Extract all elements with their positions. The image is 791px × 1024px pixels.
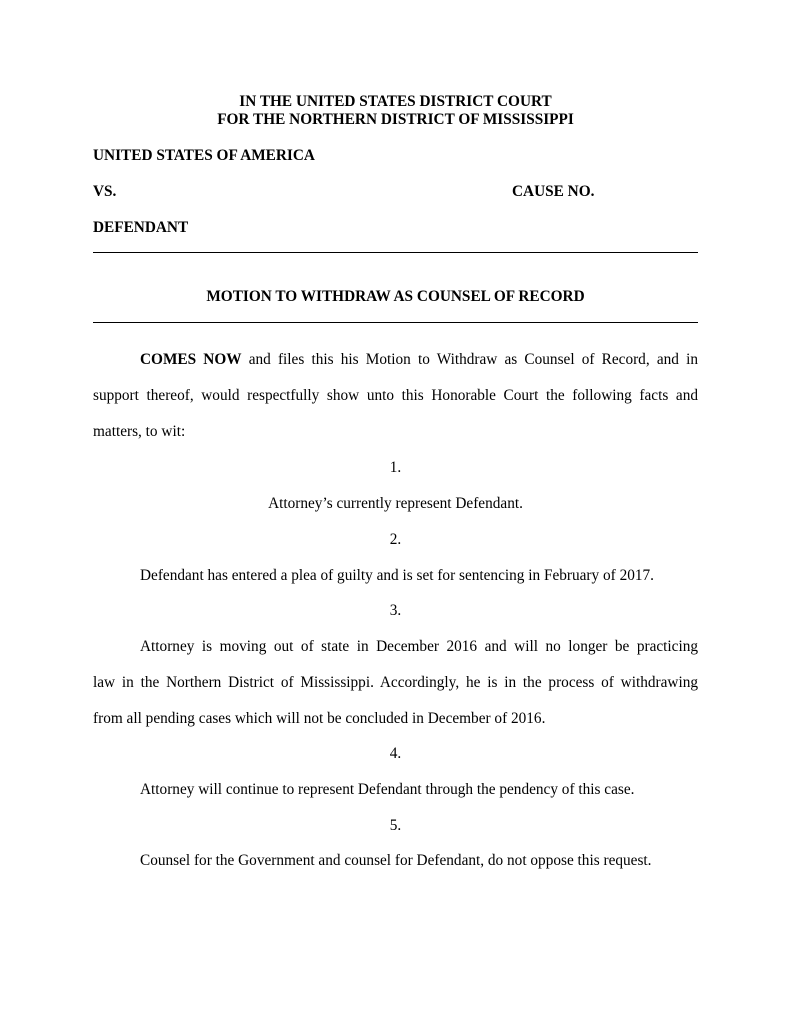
intro-line-1 — [140, 351, 698, 369]
paragraph-1-text: Attorney’s currently represent Defendant. — [268, 495, 523, 512]
paragraph-3-line-2: law in the Northern District of Mississippi. Accordingly, he is in the process of withdrawing — [93, 674, 698, 691]
paragraph-4-text: Attorney will continue to represent Defendant through the pendency of this case. — [140, 781, 635, 798]
court-name-line-1: IN THE UNITED STATES DISTRICT COURT — [239, 93, 552, 110]
paragraph-number-5: 5. — [389, 817, 402, 834]
defendant-label: DEFENDANT — [93, 219, 189, 236]
paragraph-2-text: Defendant has entered a plea of guilty and is set for sentencing in February of 2017. — [140, 567, 654, 584]
title-divider-bottom — [93, 322, 698, 323]
intro-line-1-text: and files this his Motion to Withdraw as Counsel of Record, and in — [248, 351, 698, 368]
paragraph-3-line-1: Attorney is moving out of state in December 2016 and will no longer be practicing — [140, 638, 698, 655]
motion-title: MOTION TO WITHDRAW AS COUNSEL OF RECORD — [206, 288, 585, 305]
intro-lead: COMES NOW — [140, 351, 242, 368]
paragraph-number-2: 2. — [389, 531, 402, 548]
court-name-line-2: FOR THE NORTHERN DISTRICT OF MISSISSIPPI — [217, 111, 574, 128]
intro-line-3: matters, to wit: — [93, 423, 186, 440]
paragraph-number-3: 3. — [389, 602, 402, 619]
intro-line-2: support thereof, would respectfully show unto this Honorable Court the following facts and — [93, 387, 698, 404]
caption-divider-top — [93, 252, 698, 253]
cause-number-label: CAUSE NO. — [512, 183, 595, 200]
paragraph-5-text: Counsel for the Government and counsel for Defendant, do not oppose this request. — [140, 852, 652, 869]
plaintiff-name: UNITED STATES OF AMERICA — [93, 147, 315, 164]
paragraph-3-line-3: from all pending cases which will not be concluded in December of 2016. — [93, 710, 546, 727]
versus-label: VS. — [93, 183, 117, 200]
paragraph-number-1: 1. — [389, 459, 402, 476]
paragraph-number-4: 4. — [389, 745, 402, 762]
